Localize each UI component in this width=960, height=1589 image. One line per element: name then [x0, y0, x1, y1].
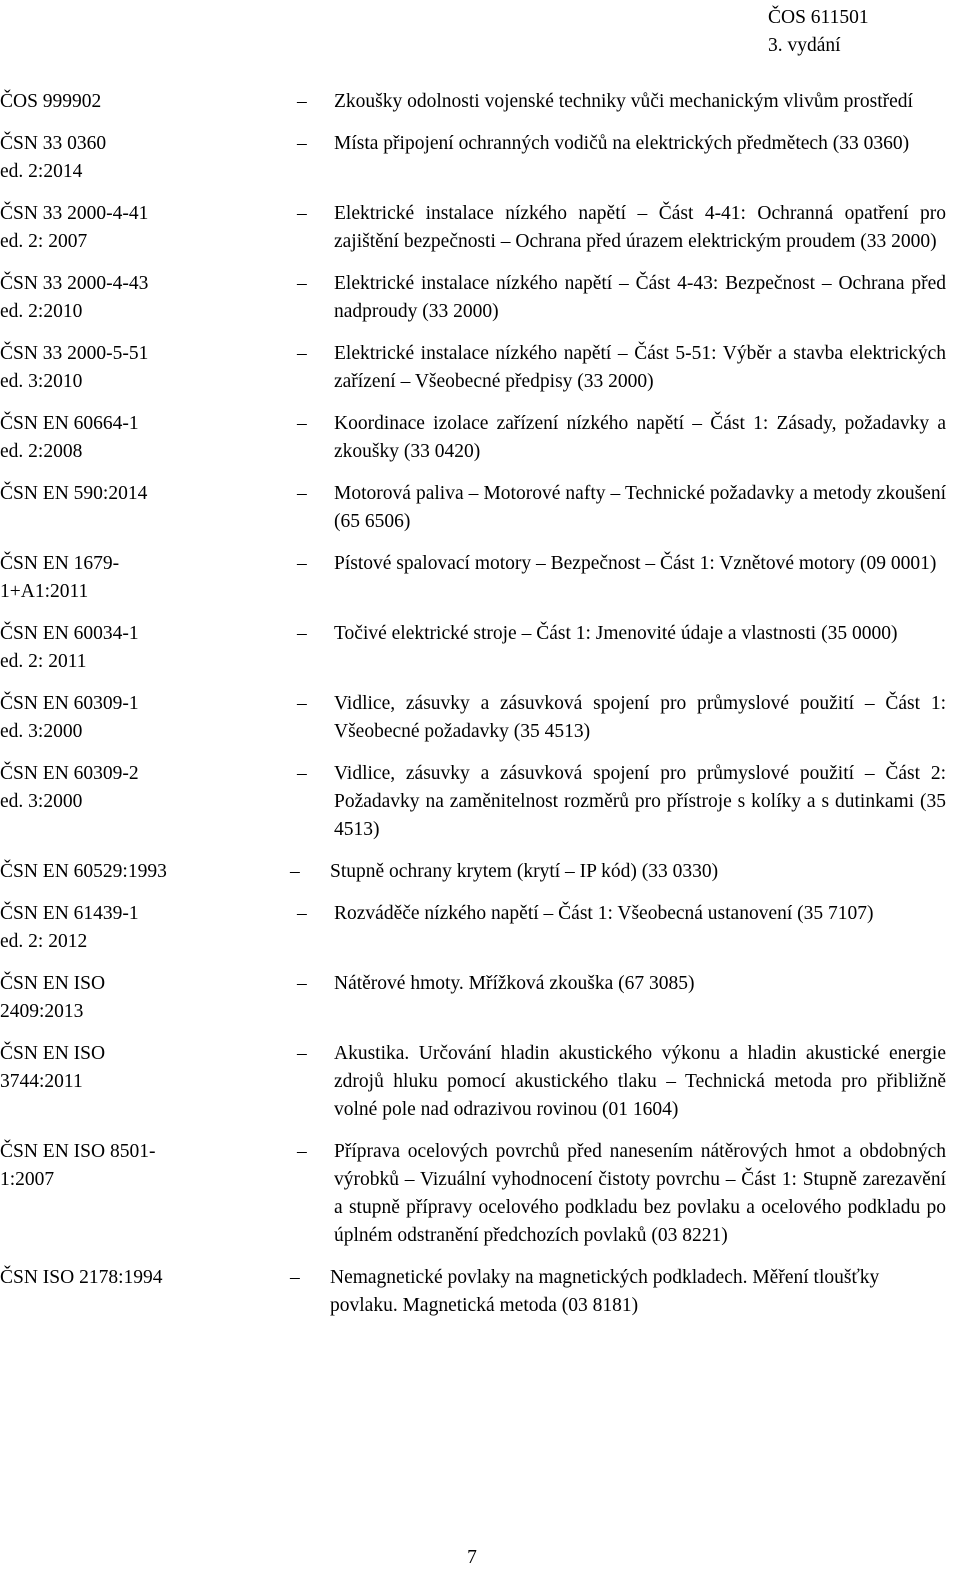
standard-code: ČSN EN 60309-1 ed. 3:2000 — [0, 693, 139, 742]
standard-code: ČSN 33 2000-4-43 ed. 2:2010 — [0, 273, 149, 322]
page-number: 7 — [467, 1547, 477, 1568]
standard-title: Akustika. Určování hladin akustického výkonu a hladin akustické energie zdrojů hluku pomocí akustického tlaku – Technická metoda pro přibližně volné pole nad odrazivou rovinou (01 1604) — [334, 1043, 946, 1120]
standard-title: Stupně ochrany krytem (krytí – IP kód) (33 0330) — [330, 861, 719, 882]
standard-code: ČSN EN 590:2014 — [0, 483, 148, 504]
standard-title: Vidlice, zásuvky a zásuvková spojení pro průmyslové použití – Část 1: Všeobecné požadavky (35 4513) — [334, 693, 946, 742]
dash-marker: – — [297, 483, 307, 504]
standard-code: ČSN EN 60529:1993 — [0, 861, 167, 882]
standard-entry — [0, 200, 960, 256]
dash-marker: – — [297, 343, 307, 364]
standard-code: ČSN EN 1679- 1+A1:2011 — [0, 553, 120, 602]
document-edition: 3. vydání — [768, 35, 841, 56]
standard-code: ČSN EN 60034-1 ed. 2: 2011 — [0, 623, 139, 672]
standard-entry — [0, 1040, 960, 1124]
dash-marker: – — [297, 1141, 307, 1162]
standard-entry — [0, 410, 960, 466]
dash-marker: – — [290, 1267, 300, 1288]
standard-entry — [0, 270, 960, 326]
standard-entry — [0, 130, 960, 186]
standard-entry — [0, 1264, 960, 1320]
standard-title: Motorová paliva – Motorové nafty – Technické požadavky a metody zkoušení (65 6506) — [334, 483, 946, 532]
standard-entry — [0, 1138, 960, 1250]
standard-entry — [0, 88, 960, 116]
standard-entry — [0, 480, 960, 536]
standard-code: ČSN EN ISO 2409:2013 — [0, 973, 106, 1022]
dash-marker: – — [297, 203, 307, 224]
standards-list — [0, 88, 960, 1320]
standard-title: Koordinace izolace zařízení nízkého napětí – Část 1: Zásady, požadavky a zkoušky (33 0420) — [334, 413, 946, 462]
standard-code: ČSN 33 2000-5-51 ed. 3:2010 — [0, 343, 149, 392]
dash-marker: – — [297, 91, 307, 112]
standard-entry — [0, 620, 960, 676]
standard-entry — [0, 970, 960, 1026]
standard-code: ČSN EN 60664-1 ed. 2:2008 — [0, 413, 139, 462]
standard-entry — [0, 760, 960, 844]
standard-code: ČSN EN ISO 3744:2011 — [0, 1043, 106, 1092]
dash-marker: – — [297, 133, 307, 154]
standard-title: Elektrické instalace nízkého napětí – Část 5-51: Výběr a stavba elektrických zařízení – Všeobecné předpisy (33 2000) — [334, 343, 946, 392]
standard-title: Nátěrové hmoty. Mřížková zkouška (67 3085) — [334, 973, 695, 994]
standard-title: Vidlice, zásuvky a zásuvková spojení pro průmyslové použití – Část 2: Požadavky na zaměnitelnost rozměrů pro přístroje s kolíky a s dutinkami (35 4513) — [334, 763, 946, 840]
standard-title: Místa připojení ochranných vodičů na elektrických předmětech (33 0360) — [334, 133, 910, 154]
dash-marker: – — [290, 861, 300, 882]
standard-title: Zkoušky odolnosti vojenské techniky vůči mechanickým vlivům prostředí — [334, 91, 913, 112]
standard-title: Nemagnetické povlaky na magnetických podkladech. Měření tloušťky povlaku. Magnetická metoda (03 8181) — [330, 1267, 880, 1316]
dash-marker: – — [297, 1043, 307, 1064]
standard-code: ČSN ISO 2178:1994 — [0, 1267, 163, 1288]
standard-code: ČSN EN ISO 8501- 1:2007 — [0, 1141, 156, 1190]
dash-marker: – — [297, 693, 307, 714]
standard-title: Rozváděče nízkého napětí – Část 1: Všeobecná ustanovení (35 7107) — [334, 903, 874, 924]
standard-code: ČSN 33 2000-4-41 ed. 2: 2007 — [0, 203, 149, 252]
standard-entry — [0, 900, 960, 956]
standard-entry — [0, 858, 960, 886]
standard-entry — [0, 340, 960, 396]
standard-title: Elektrické instalace nízkého napětí – Část 4-41: Ochranná opatření pro zajištění bezpečnosti – Ochrana před úrazem elektrickým proudem (33 2000) — [334, 203, 946, 252]
dash-marker: – — [297, 553, 307, 574]
dash-marker: – — [297, 623, 307, 644]
standard-code: ČSN EN 60309-2 ed. 3:2000 — [0, 763, 139, 812]
standard-title: Příprava ocelových povrchů před nanesením nátěrových hmot a obdobných výrobků – Vizuální vyhodnocení čistoty povrchu – Část 1: Stupně zarezavění a stupně přípravy ocelového podkladu bez povlaku a ocelového podkladu po úplném odstranění předchozích povlaků (03 8221) — [334, 1141, 946, 1246]
standard-title: Elektrické instalace nízkého napětí – Část 4-43: Bezpečnost – Ochrana před nadproudy (33 2000) — [334, 273, 946, 322]
standard-entry — [0, 550, 960, 606]
standard-code: ČOS 999902 — [0, 91, 102, 112]
document-code: ČOS 611501 — [768, 7, 869, 28]
dash-marker: – — [297, 273, 307, 294]
dash-marker: – — [297, 903, 307, 924]
dash-marker: – — [297, 413, 307, 434]
standard-title: Pístové spalovací motory – Bezpečnost – Část 1: Vznětové motory (09 0001) — [334, 553, 937, 574]
standard-title: Točivé elektrické stroje – Část 1: Jmenovité údaje a vlastnosti (35 0000) — [334, 623, 898, 644]
dash-marker: – — [297, 763, 307, 784]
dash-marker: – — [297, 973, 307, 994]
standard-entry — [0, 690, 960, 746]
standard-code: ČSN EN 61439-1 ed. 2: 2012 — [0, 903, 139, 952]
document-header — [768, 4, 869, 60]
standard-code: ČSN 33 0360 ed. 2:2014 — [0, 133, 107, 182]
